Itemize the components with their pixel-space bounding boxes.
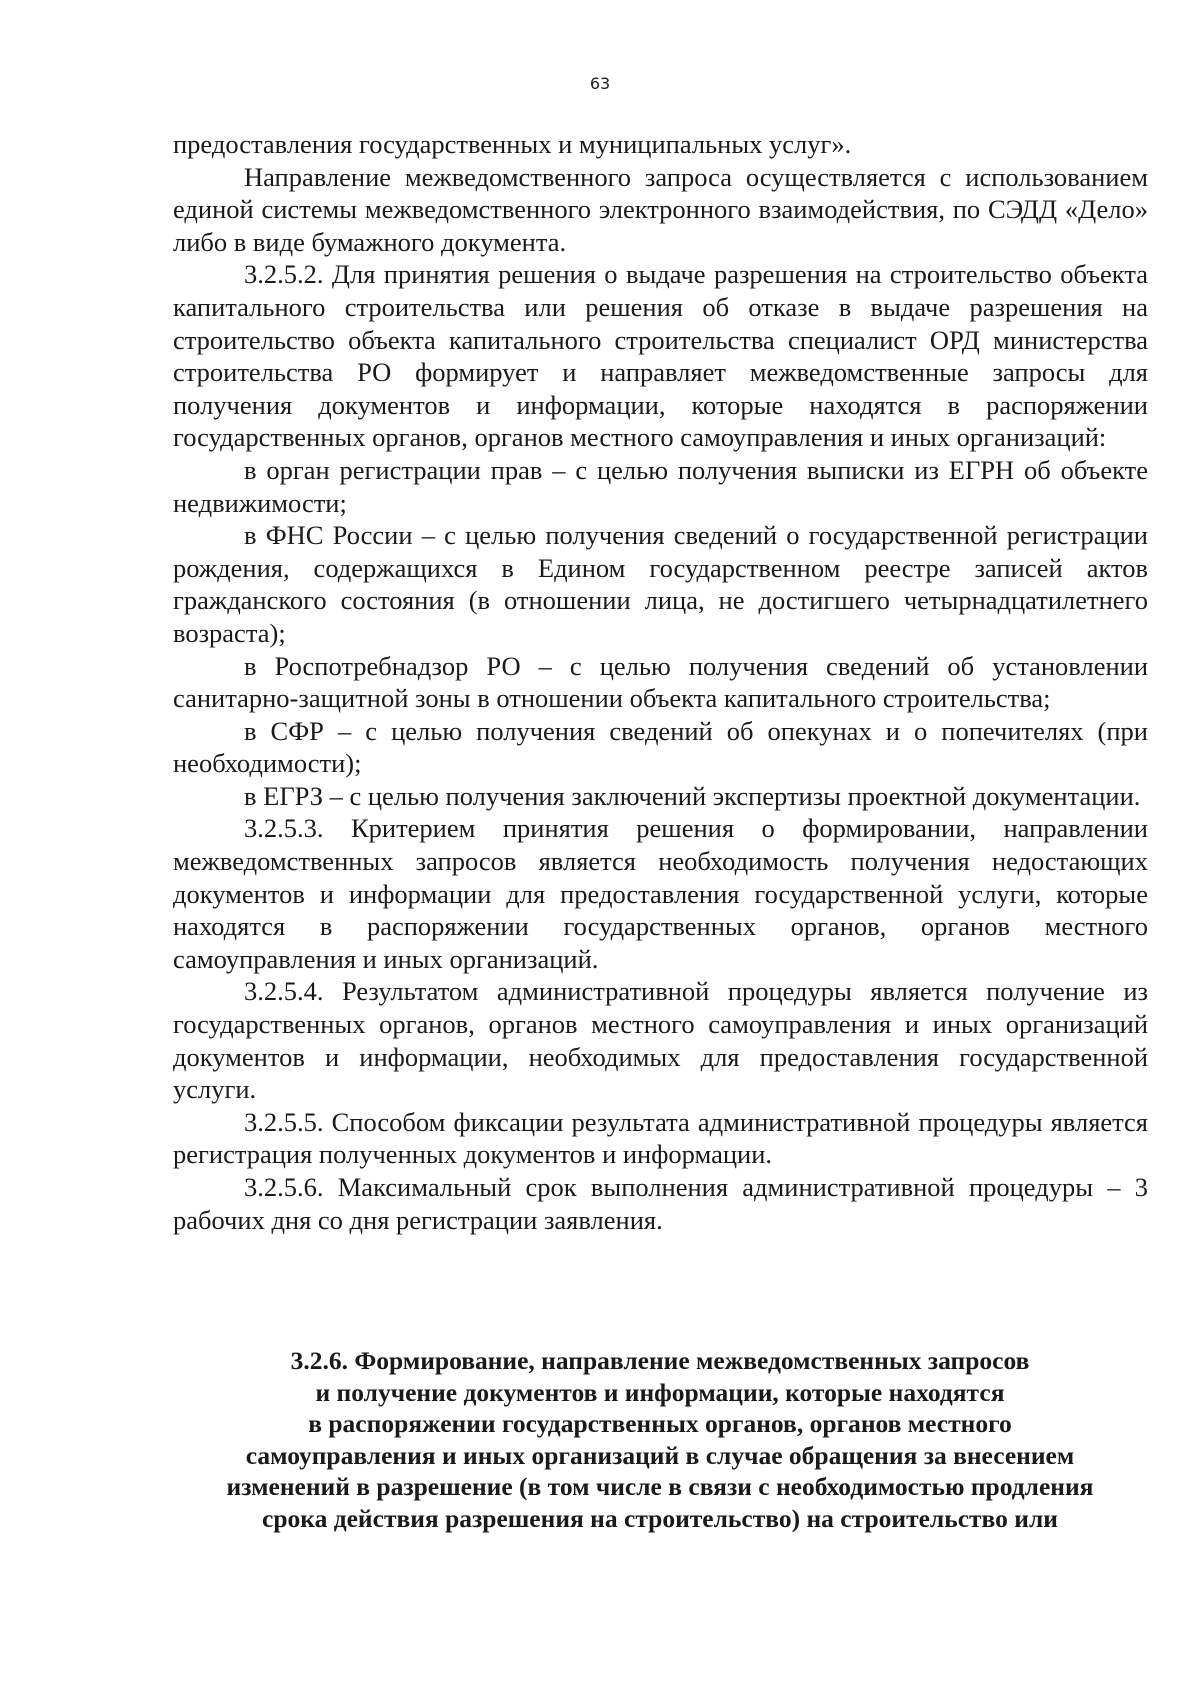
list-item-sfr: в СФР – с целью получения сведений об опекунах и о попечителях (при необходимости); bbox=[173, 715, 1148, 779]
page-number: 63 bbox=[589, 74, 611, 93]
list-item-egrz: в ЕГРЗ – с целью получения заключений экспертизы проектной документации. bbox=[244, 780, 1141, 811]
heading-line: изменений в разрешение (в том числе в связи с необходимостью продления bbox=[226, 1472, 1094, 1501]
heading-line: срока действия разрешения на строительство) на строительство или bbox=[262, 1503, 1058, 1533]
heading-line: и получение документов и информации, которые находятся bbox=[315, 1377, 1005, 1407]
heading-line: в распоряжении государственных органов, органов местного bbox=[308, 1409, 1012, 1438]
paragraph-request-channel: Направление межведомственного запроса осуществляется с использованием единой системы межведомственного электронного взаимодействия, по СЭДД «Дело» либо в виде бумажного документа. bbox=[173, 161, 1148, 257]
list-item-registration-authority: в орган регистрации прав – с целью получения выписки из ЕГРН об объекте недвижимости; bbox=[173, 454, 1148, 518]
body-text bbox=[173, 128, 1148, 1236]
paragraph-3-2-5-3: 3.2.5.3. Критерием принятия решения о формировании, направлении межведомственных запросов является необходимость получения недостающих документов и информации для предоставления государственной услуги, которые находятся в распоряжении государственных органов, органов местного самоуправления и иных организаций. bbox=[173, 813, 1148, 974]
paragraph-3-2-5-6: 3.2.5.6. Максимальный срок выполнения административной процедуры – 3 рабочих дня со дня регистрации заявления. bbox=[173, 1172, 1148, 1235]
heading-line: 3.2.6. Формирование, направление межведомственных запросов bbox=[290, 1346, 1030, 1375]
list-item-fns: в ФНС России – с целью получения сведений о государственной регистрации рождения, содержащихся в Едином государственном реестре записей актов гражданского состояния (в отношении лица, не достигшего четырнадцатилетнего возраста); bbox=[173, 520, 1148, 648]
heading-line: самоуправления и иных организаций в случае обращения за внесением bbox=[245, 1440, 1075, 1470]
paragraph-3-2-5-4: 3.2.5.4. Результатом административной процедуры является получение из государственных органов, органов местного самоуправления и иных организаций документов и информации, необходимых для предоставления государственной услуги. bbox=[173, 976, 1148, 1105]
list-item-rospotrebnadzor: в Роспотребнадзор РО – с целью получения сведений об установлении санитарно-защитной зоны в отношении объекта капитального строительства; bbox=[173, 650, 1148, 714]
paragraph-continuation: предоставления государственных и муниципальных услуг». bbox=[173, 129, 852, 159]
section-heading-3-2-6 bbox=[150, 1345, 1170, 1534]
paragraph-3-2-5-5: 3.2.5.5. Способом фиксации результата административной процедуры является регистрация полученных документов и информации. bbox=[173, 1106, 1148, 1170]
paragraph-3-2-5-2: 3.2.5.2. Для принятия решения о выдаче разрешения на строительство объекта капитального строительства или решения об отказе в выдаче разрешения на строительство объекта капитального строительства специалист ОРД министерства строительства РО формирует и направляет межведомственные запросы для получения документов и информации, которые находятся в распоряжении государственных органов, органов местного самоуправления и иных организаций: bbox=[173, 259, 1148, 453]
